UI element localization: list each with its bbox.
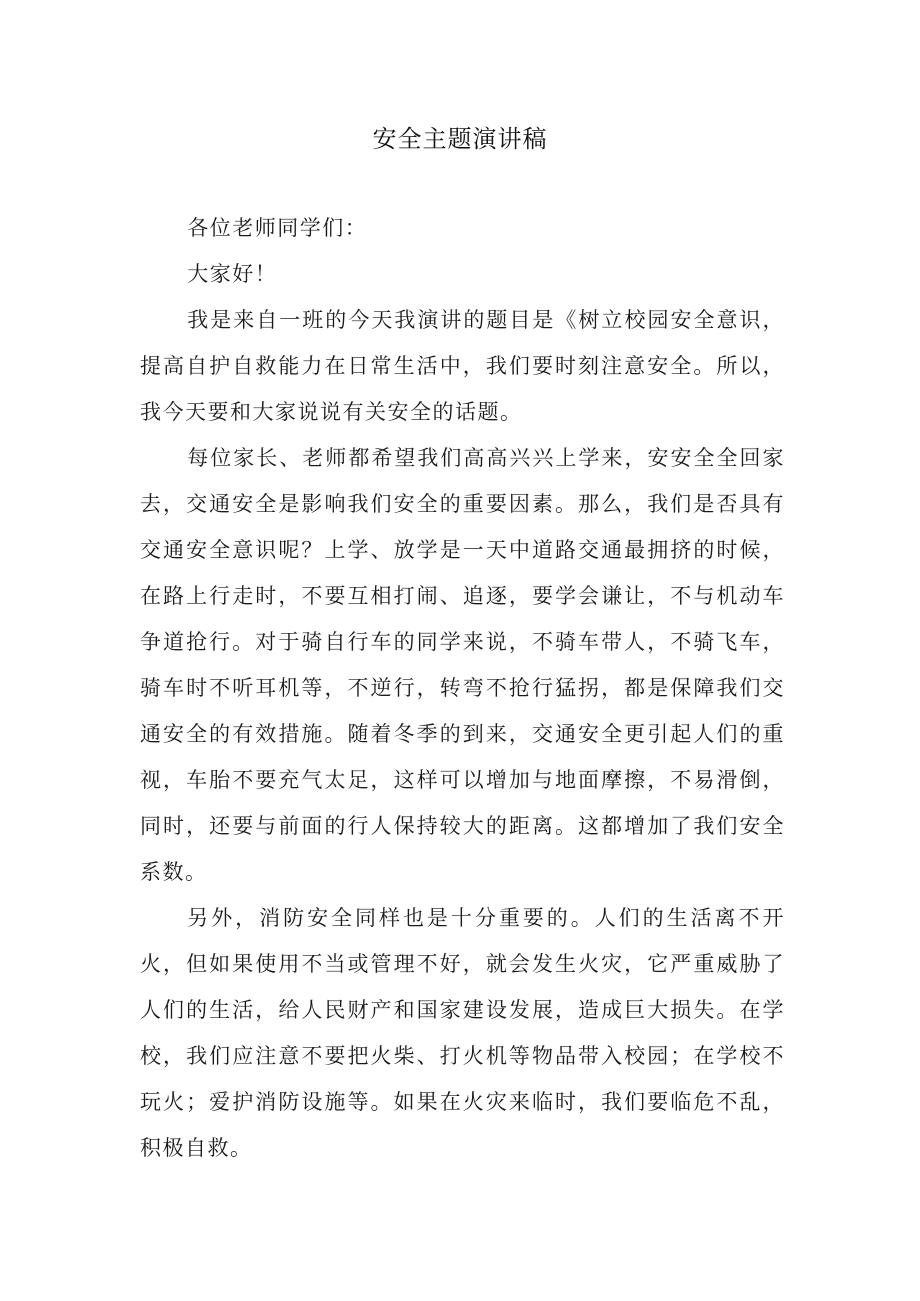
paragraph-fire-safety: 另外，消防安全同样也是十分重要的。人们的生活离不开火，但如果使用不当或管理不好，就会发生火灾，它严重威胁了人们的生活，给人民财产和国家建设发展，造成巨大损失。在学校，我们应注意不要把火柴、打火机等物品带入校园；在学校不玩火；爱护消防设施等。如果在火灾来临时，我们要临危不乱，积极自救。: [140, 906, 785, 1160]
greeting: 大家好！: [187, 262, 278, 286]
paragraph-traffic-safety: 每位家长、老师都希望我们高高兴兴上学来，安安全全回家去，交通安全是影响我们安全的重要因素。那么，我们是否具有交通安全意识呢？上学、放学是一天中道路交通最拥挤的时候，在路上行走时，不要互相打闹、追逐，要学会谦让，不与机动车争道抢行。对于骑自行车的同学来说，不骑车带人，不骑飞车，骑车时不听耳机等，不逆行，转弯不抢行猛拐，都是保障我们交通安全的有效措施。随着冬季的到来，交通安全更引起人们的重视，车胎不要充气太足，这样可以增加与地面摩擦，不易滑倒，同时，还要与前面的行人保持较大的距离。这都增加了我们安全系数。: [140, 446, 785, 884]
paragraph-intro: 我是来自一班的今天我演讲的题目是《树立校园安全意识，提高自护自救能力在日常生活中，我们要时刻注意安全。所以，我今天要和大家说说有关安全的话题。: [140, 308, 785, 424]
page-title: 安全主题演讲稿: [372, 125, 548, 153]
salutation: 各位老师同学们：: [187, 216, 368, 240]
document-body: [140, 205, 785, 1171]
